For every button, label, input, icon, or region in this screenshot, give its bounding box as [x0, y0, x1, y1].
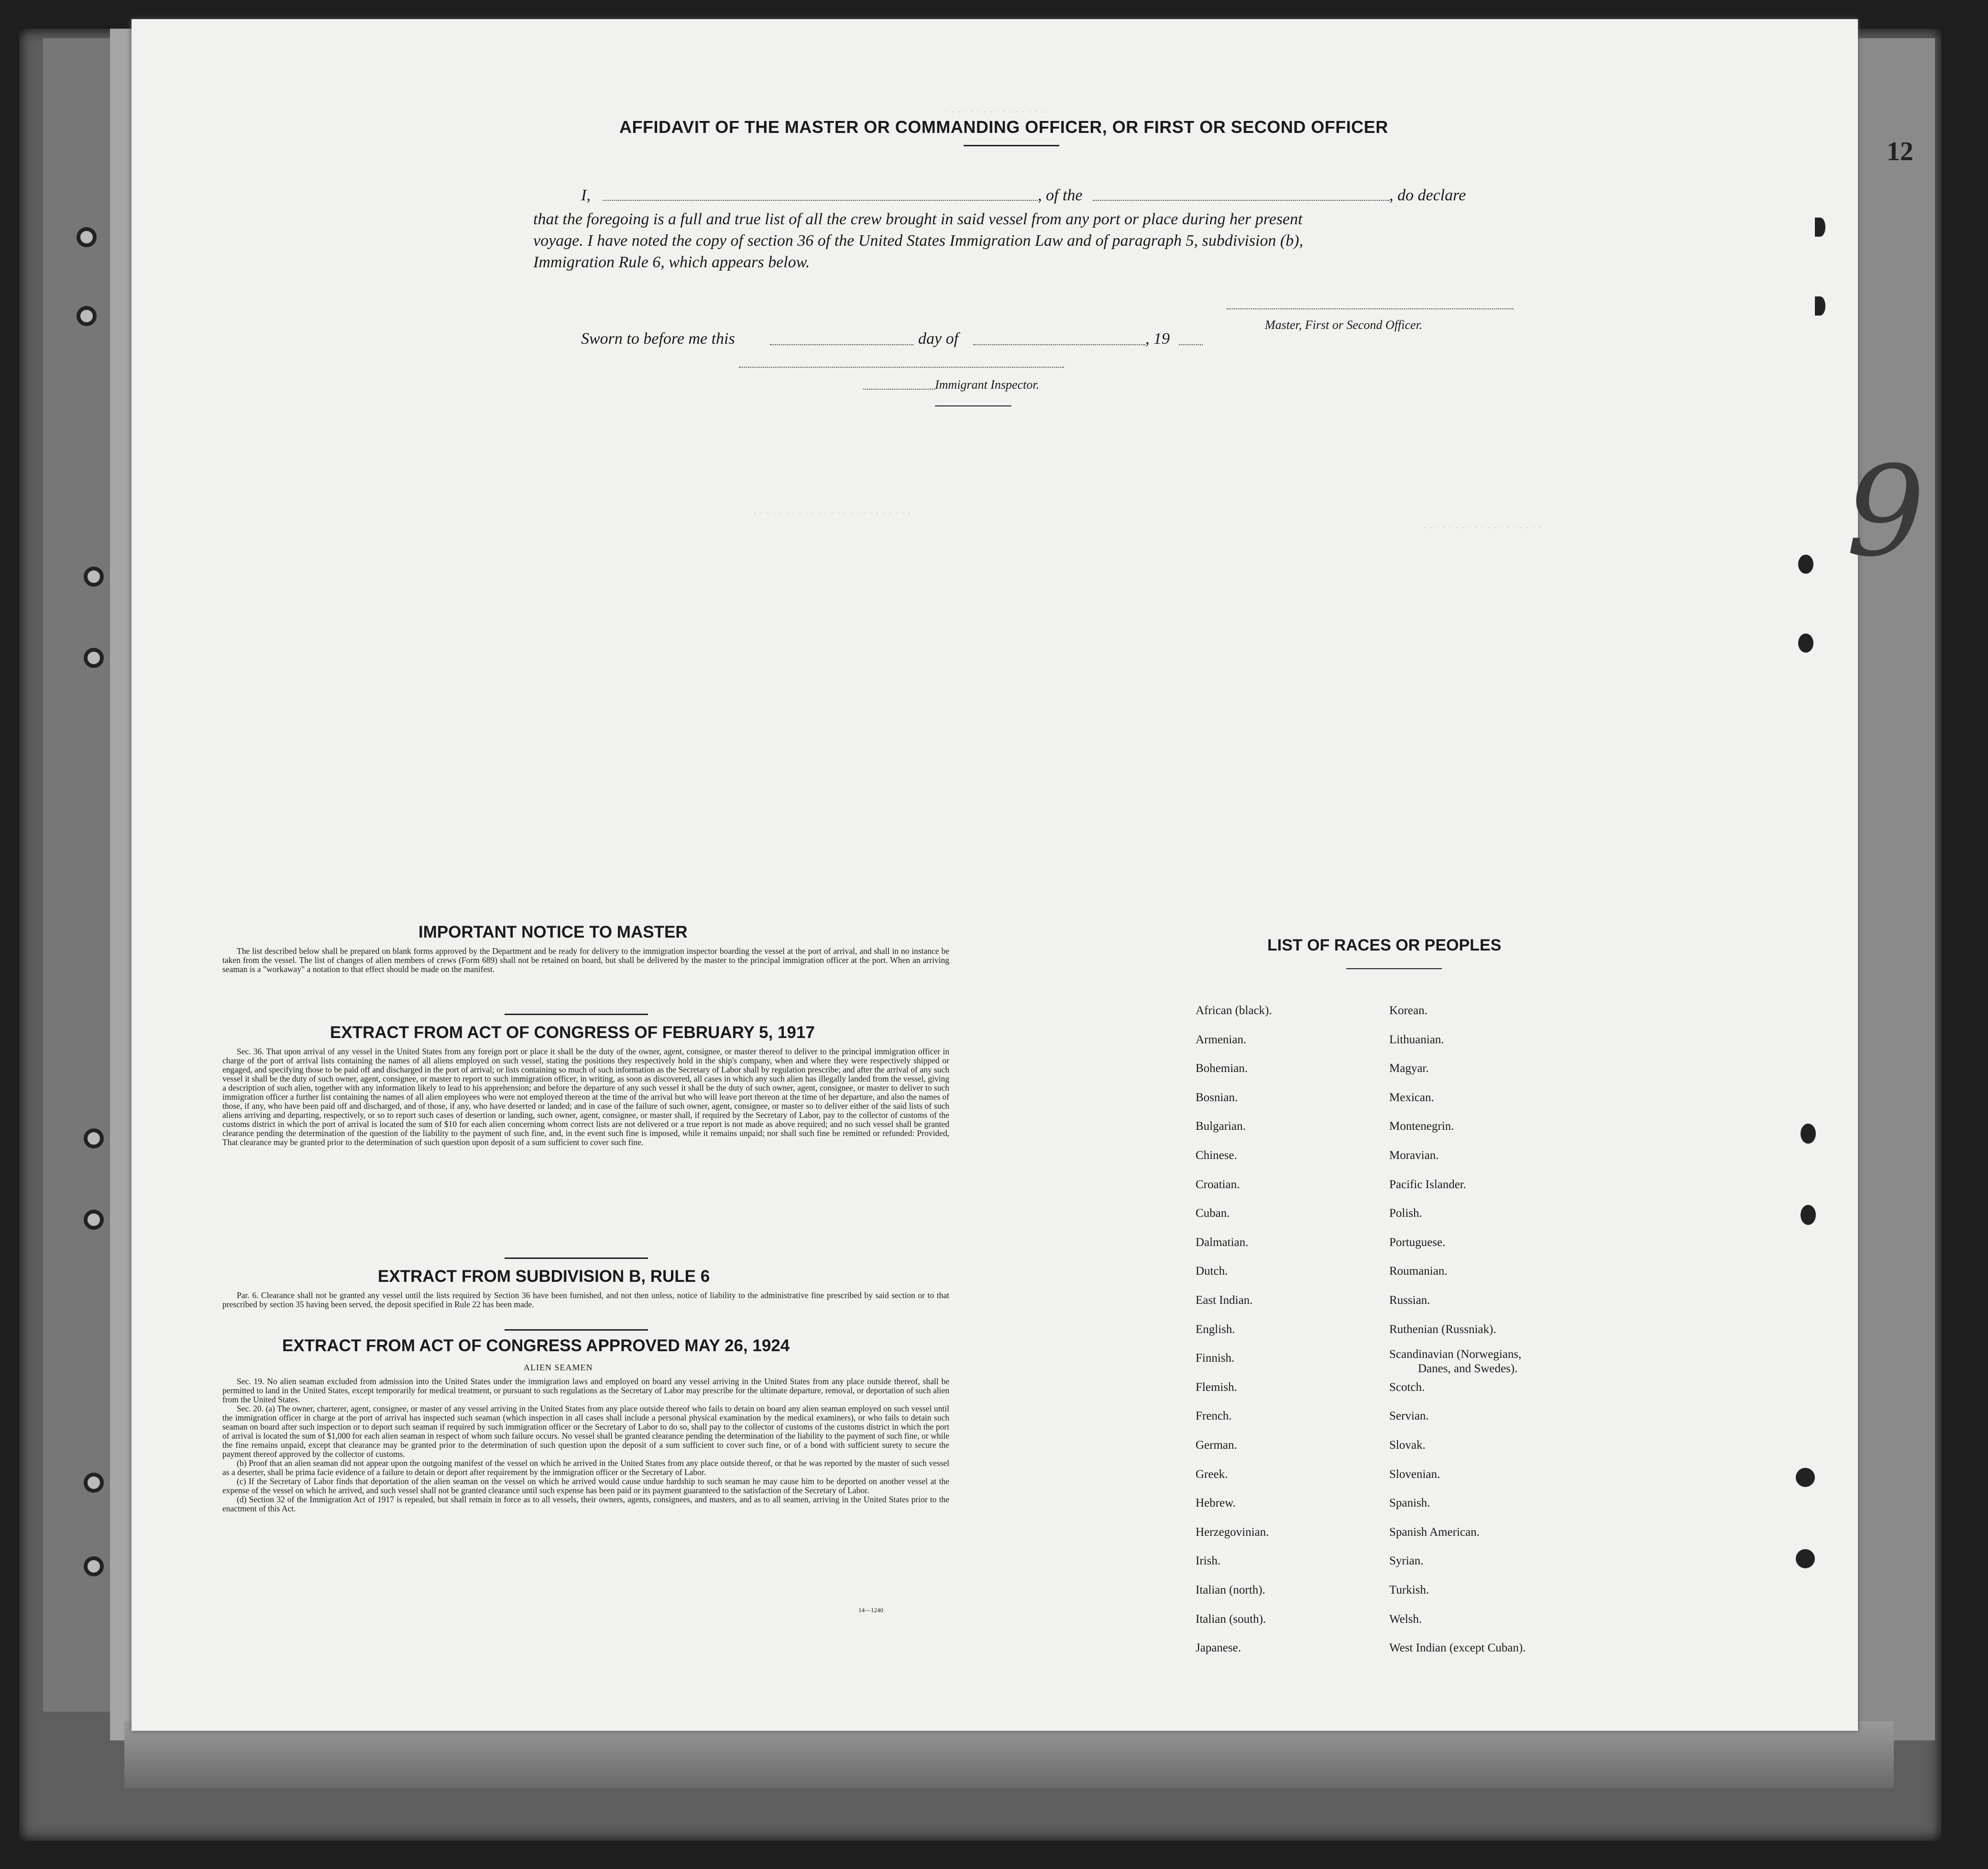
- par6-text: Par. 6. Clearance shall not be granted any vessel until the lists required by Section 36 have been furnished, and not then unless, notice of liability to the administrative fine prescribed by said section or to that prescribed by section 35 having been served, the deposit specified in Rule 22 has been made.: [222, 1290, 949, 1309]
- race-item: Welsh.: [1389, 1612, 1422, 1626]
- race-item: Roumanian.: [1389, 1265, 1448, 1278]
- punch-hole: [1796, 1549, 1815, 1568]
- left-edge-sheet: [43, 38, 112, 1712]
- race-item: Spanish.: [1389, 1497, 1430, 1510]
- binding-hole: [77, 306, 97, 326]
- race-item: Chinese.: [1196, 1149, 1237, 1162]
- race-item: Portuguese.: [1389, 1235, 1446, 1249]
- race-item: Danes, and Swedes).: [1418, 1362, 1518, 1376]
- name-blank[interactable]: [603, 200, 1038, 201]
- race-item: Moravian.: [1389, 1149, 1439, 1162]
- bleed-through-mark: · · · · · · · · · · · · · · · ·: [945, 105, 1044, 117]
- race-item: Lithuanian.: [1389, 1033, 1444, 1046]
- race-item: Servian.: [1389, 1410, 1429, 1423]
- section-divider: [505, 1329, 648, 1331]
- bottom-edge-sheets: [124, 1721, 1894, 1788]
- notice-text: The list described below shall be prepared on blank forms approved by the Department and be ready for delivery to the immigration inspector boarding the vessel at the port of arrival, and shall in no instance be taken from the vessel. The list of changes of alien members of crews (Form 689) shall not be retained on board, but shall be delivered by the master to the principal immigration officer at the port. When an arriving seaman is a "workaway" a notation to that effect should be made on the manifest.: [222, 946, 949, 974]
- race-item: Armenian.: [1196, 1033, 1247, 1046]
- sec20a-text: Sec. 20. (a) The owner, charterer, agent, consignee, or master of any vessel arriving in the United States from any place outside thereof who fails to detain on board any alien seaman employed on such vessel until the immigration officer in charge at the port of arrival has inspected such seaman (which inspection in all cases shall include a personal physical examination by the medical examiners), or who fails to detain such seaman on board after such inspection or to deport such seaman if required by such immigration officer or the Secretary of Labor to do so, shall pay to the collector of customs of the customs district in which the port of arrival is located the sum of $1,000 for each alien seaman in respect of whom such failure occurs. No vessel shall be granted clearance pending the determination of the liability to the payment of such fine, or while the fine remains unpaid, except that clearance may be granted prior to the determination of such question upon the deposit of a sum sufficient to cover such fine, or of a bond with sufficient surety to secure the payment thereof approved by the collector of customs.: [222, 1404, 949, 1459]
- sworn-day-blank[interactable]: [770, 344, 913, 345]
- race-item: East Indian.: [1196, 1294, 1253, 1307]
- race-item: Slovak.: [1389, 1439, 1426, 1452]
- race-item: Croatian.: [1196, 1178, 1240, 1191]
- race-item: Bulgarian.: [1196, 1120, 1246, 1133]
- race-item: Finnish.: [1196, 1352, 1235, 1365]
- affidavit-line4: Immigration Rule 6, which appears below.: [533, 253, 810, 271]
- notice-title: IMPORTANT NOTICE TO MASTER: [418, 923, 688, 941]
- race-item: Korean.: [1389, 1004, 1428, 1017]
- race-item: Scotch.: [1389, 1380, 1425, 1394]
- inspector-underline: [935, 405, 1011, 406]
- race-item: Bosnian.: [1196, 1091, 1238, 1104]
- affidavit-of-the: , of the: [1038, 186, 1083, 204]
- race-item: Ruthenian (Russniak).: [1389, 1323, 1496, 1336]
- section-divider: [505, 1257, 648, 1259]
- punch-hole: [1796, 1468, 1815, 1487]
- sec20c-text: (c) If the Secretary of Labor finds that deportation of the alien seaman on the vessel on which he arrived would cause undue hardship to such seaman he may cause him to be deported on another vessel at the expense of the vessel on which he arrived, and such vessel shall not be granted clearance until such expense has been paid or its payment guaranteed to the satisfaction of the Secretary of Labor.: [222, 1476, 949, 1495]
- race-item: Italian (north).: [1196, 1584, 1265, 1596]
- race-item: Montenegrin.: [1389, 1120, 1454, 1133]
- race-item: English.: [1196, 1323, 1235, 1336]
- binding-hole: [84, 1128, 104, 1148]
- race-item: Dutch.: [1196, 1265, 1228, 1278]
- inspector-prefix-dots: [863, 389, 935, 390]
- binding-hole: [84, 648, 104, 668]
- extract2-body: [222, 1291, 949, 1309]
- affidavit-title: AFFIDAVIT OF THE MASTER OR COMMANDING OFFICER, OR FIRST OR SECOND OFFICER: [619, 117, 1388, 137]
- extract2-title: EXTRACT FROM SUBDIVISION B, RULE 6: [378, 1267, 710, 1286]
- form-code: 14—1240: [858, 1607, 883, 1614]
- binding-hole: [77, 227, 97, 247]
- notice-body: [222, 947, 949, 974]
- section-divider: [505, 1014, 648, 1015]
- race-item: Syrian.: [1389, 1554, 1424, 1568]
- punch-hole: [1798, 555, 1813, 574]
- race-item: Pacific Islander.: [1389, 1178, 1467, 1191]
- punch-hole: [1801, 1205, 1816, 1225]
- extract3-subtitle: ALIEN SEAMEN: [524, 1363, 593, 1372]
- sworn-year-blank[interactable]: [1179, 344, 1203, 345]
- punch-hole: [1815, 218, 1825, 237]
- race-item: African (black).: [1196, 1004, 1272, 1017]
- punch-hole: [1801, 1124, 1816, 1144]
- races-title: LIST OF RACES OR PEOPLES: [1267, 936, 1502, 954]
- affidavit-do-declare: , do declare: [1389, 186, 1466, 204]
- race-item: Irish.: [1196, 1554, 1221, 1568]
- bleed-through-mark: · · · · · · · · · · · · · · · · · · · · · · · · ·: [753, 507, 911, 519]
- binding-hole: [84, 1473, 104, 1493]
- sworn-day-of: day of: [918, 330, 959, 348]
- sec19-text: Sec. 19. No alien seaman excluded from admission into the United States under the immigration laws and employed on board any vessel arriving in the United States from any place outside thereof, shall be permitted to land in the United States, except temporarily for medical treatment, or pursuant to such regulations as the Secretary of Labor may prescribe for the ultimate departure, removal, or deportation of such alien from the United States.: [222, 1377, 949, 1404]
- race-item: Hebrew.: [1196, 1497, 1236, 1510]
- race-item: Mexican.: [1389, 1091, 1434, 1104]
- affidavit-line3: voyage. I have noted the copy of section 36 of the United States Immigration Law and of paragraph 5, subdivision (b),: [533, 232, 1304, 250]
- race-item: Greek.: [1196, 1467, 1228, 1481]
- form-sheet: [132, 19, 1858, 1731]
- extract3-body: [222, 1377, 949, 1513]
- punch-hole: [1815, 296, 1825, 316]
- race-item: Flemish.: [1196, 1380, 1237, 1394]
- extract3-title: EXTRACT FROM ACT OF CONGRESS APPROVED MAY 26, 1924: [282, 1336, 790, 1355]
- race-item: French.: [1196, 1410, 1232, 1423]
- race-item: Polish.: [1389, 1207, 1422, 1220]
- affidavit-i: I,: [581, 186, 591, 204]
- master-signature-label: Master, First or Second Officer.: [1265, 318, 1423, 332]
- race-item: Bohemian.: [1196, 1062, 1248, 1075]
- bleed-through-mark: · · · · · · · · · · · · · · · · · · ·: [1423, 521, 1542, 533]
- race-item: Cuban.: [1196, 1207, 1230, 1220]
- sworn-month-blank[interactable]: [973, 344, 1145, 345]
- race-item: Japanese.: [1196, 1641, 1241, 1655]
- master-signature-blank[interactable]: [1227, 308, 1514, 309]
- sec36-text: Sec. 36. That upon arrival of any vessel in the United States from any foreign port or place it shall be the duty of the owner, agent, consignee, or master thereof to deliver to the principal immigration officer in charge of the port of arrival lists containing the names of all aliens employed on such vessel, stating the positions they respectively hold in the ship's company, when and where they were respectively shipped or engaged, and specifying those to be paid off and discharged in the port of arrival; or lists containing so much of such information as the Secretary of Labor shall by regulation prescribe; and after the arrival of any such vessel it shall be the duty of such owner, agent, consignee, or master to report to such immigration officer, in writing, as soon as discovered, all cases in which any such alien has illegally landed from the vessel, giving a description of such alien, together with any information likely to lead to his apprehension; and before the departure of any such vessel it shall be the duty of such owner, agent, consignee, or master to deliver to such immigration officer a further list containing the names of all alien employees who were not employed thereon at the time of the arrival but who will leave port thereon at the time of her departure, and also the names of those, if any, who have been paid off and discharged, and of those, if any, who have deserted or landed; and in case of the failure of such owner, agent, consignee, or master so to deliver either of the said lists of such aliens arriving and departing, respectively, or so to report such cases of desertion or landing, such owner, agent, consignee, or master shall, if required by the Secretary of Labor, pay to the collector of customs of the customs district in which the port of arrival is located the sum of $10 for each alien concerning whom correct lists are not delivered or a true report is not made as above required; and no such vessel shall be granted clearance pending the determination of the question of the liability to the payment of such fine, and, in the event such fine is imposed, while it remains unpaid; nor shall such fine be remitted or refunded: Provided, That clearance may be granted prior to the determination of such question upon deposit of a sum sufficient to cover such fine.: [222, 1047, 949, 1147]
- affidavit-line2: that the foregoing is a full and true list of all the crew brought in said vessel from any port or place during her present: [533, 210, 1303, 228]
- sec20d-text: (d) Section 32 of the Immigration Act of 1917 is repealed, but shall remain in force as to all vessels, their owners, agents, consignees, and masters, and as to all seamen, arriving in the United States prior to the enactment of this Act.: [222, 1495, 949, 1513]
- vessel-blank[interactable]: [1093, 200, 1389, 201]
- race-item: Italian (south).: [1196, 1612, 1266, 1626]
- races-underline: [1346, 968, 1442, 969]
- extract1-title: EXTRACT FROM ACT OF CONGRESS OF FEBRUARY 5, 1917: [330, 1023, 815, 1042]
- race-item: West Indian (except Cuban).: [1389, 1641, 1526, 1655]
- handwritten-mark: 9: [1846, 440, 1925, 584]
- binding-hole: [84, 567, 104, 587]
- race-item: Herzegovinian.: [1196, 1525, 1269, 1539]
- race-item: Magyar.: [1389, 1062, 1429, 1075]
- race-item: Russian.: [1389, 1294, 1430, 1307]
- race-item: Turkish.: [1389, 1584, 1429, 1596]
- binding-hole: [84, 1556, 104, 1576]
- page-number: 12: [1887, 137, 1913, 166]
- inspector-signature-blank[interactable]: [739, 367, 1064, 368]
- extract1-body: [222, 1047, 949, 1147]
- binding-hole: [84, 1210, 104, 1230]
- sec20b-text: (b) Proof that an alien seaman did not appear upon the outgoing manifest of the vessel on which he arrived in the United States from any place outside thereof, or that he was reported by the master of such vessel as a deserter, shall be prima facie evidence of a failure to detain or deport after requirement by the immigration officer or the Secretary of Labor.: [222, 1458, 949, 1477]
- race-item: German.: [1196, 1439, 1237, 1452]
- race-item: Scandinavian (Norwegians,: [1389, 1348, 1522, 1361]
- inspector-label: Immigrant Inspector.: [935, 378, 1040, 392]
- sworn-year: , 19: [1145, 330, 1170, 348]
- race-item: Spanish American.: [1389, 1525, 1480, 1539]
- title-underline: [964, 145, 1059, 146]
- race-item: Dalmatian.: [1196, 1235, 1249, 1249]
- race-item: Slovenian.: [1389, 1467, 1440, 1481]
- punch-hole: [1798, 634, 1813, 653]
- sworn-prefix: Sworn to before me this: [581, 330, 735, 348]
